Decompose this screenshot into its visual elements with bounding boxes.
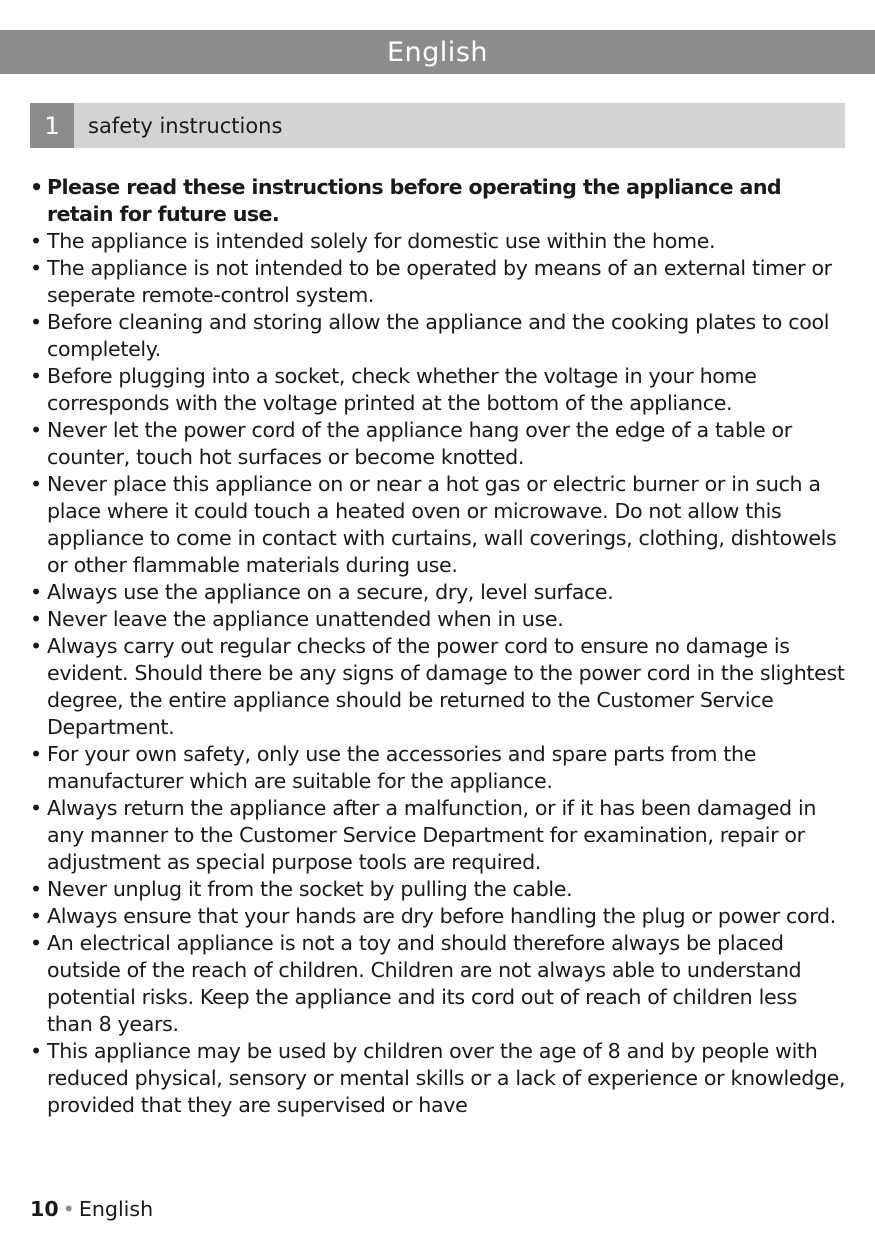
page-number: 10 xyxy=(30,1197,59,1221)
list-item: • Never unplug it from the socket by pulling the cable. xyxy=(30,876,848,903)
list-item: • This appliance may be used by children over the age of 8 and by people with reduced physical, sensory or mental skills or a lack of experience or knowledge, provided that they are supervised or have xyxy=(30,1038,848,1119)
section-number: 1 xyxy=(30,103,74,148)
language-header-bar xyxy=(0,30,875,74)
language-title: English xyxy=(387,36,488,68)
list-item: • Never let the power cord of the appliance hang over the edge of a table or counter, touch hot surfaces or become knotted. xyxy=(30,417,848,471)
safety-instructions-list xyxy=(30,174,848,1119)
list-item: • Please read these instructions before operating the appliance and retain for future use. xyxy=(30,174,848,228)
list-item: • The appliance is intended solely for domestic use within the home. xyxy=(30,228,848,255)
list-item: • Never place this appliance on or near a hot gas or electric burner or in such a place where it could touch a heated oven or microwave. Do not allow this appliance to come in contact with curtains, wall coverings, clothing, dishtowels or other flammable materials during use. xyxy=(30,471,848,579)
section-heading xyxy=(30,103,845,148)
list-item: • Before plugging into a socket, check whether the voltage in your home corresponds with the voltage printed at the bottom of the appliance. xyxy=(30,363,848,417)
list-item: • Always ensure that your hands are dry before handling the plug or power cord. xyxy=(30,903,848,930)
list-item: • Never leave the appliance unattended when in use. xyxy=(30,606,848,633)
list-item: • Always carry out regular checks of the power cord to ensure no damage is evident. Should there be any signs of damage to the power cord in the slightest degree, the entire appliance should be returned to the Customer Service Department. xyxy=(30,633,848,741)
list-item: • Always return the appliance after a malfunction, or if it has been damaged in any manner to the Customer Service Department for examination, repair or adjustment as special purpose tools are required. xyxy=(30,795,848,876)
list-item: • Always use the appliance on a secure, dry, level surface. xyxy=(30,579,848,606)
separator-dot-icon: • xyxy=(62,1197,75,1221)
list-item: • The appliance is not intended to be operated by means of an external timer or seperate remote-control system. xyxy=(30,255,848,309)
footer-language: English xyxy=(78,1197,154,1221)
list-item: • Before cleaning and storing allow the appliance and the cooking plates to cool completely. xyxy=(30,309,848,363)
section-title: safety instructions xyxy=(88,113,283,138)
list-item: • For your own safety, only use the accessories and spare parts from the manufacturer which are suitable for the appliance. xyxy=(30,741,848,795)
page-footer xyxy=(30,1197,153,1221)
list-item: • An electrical appliance is not a toy and should therefore always be placed outside of the reach of children. Children are not always able to understand potential risks. Keep the appliance and its cord out of reach of children less than 8 years. xyxy=(30,930,848,1038)
